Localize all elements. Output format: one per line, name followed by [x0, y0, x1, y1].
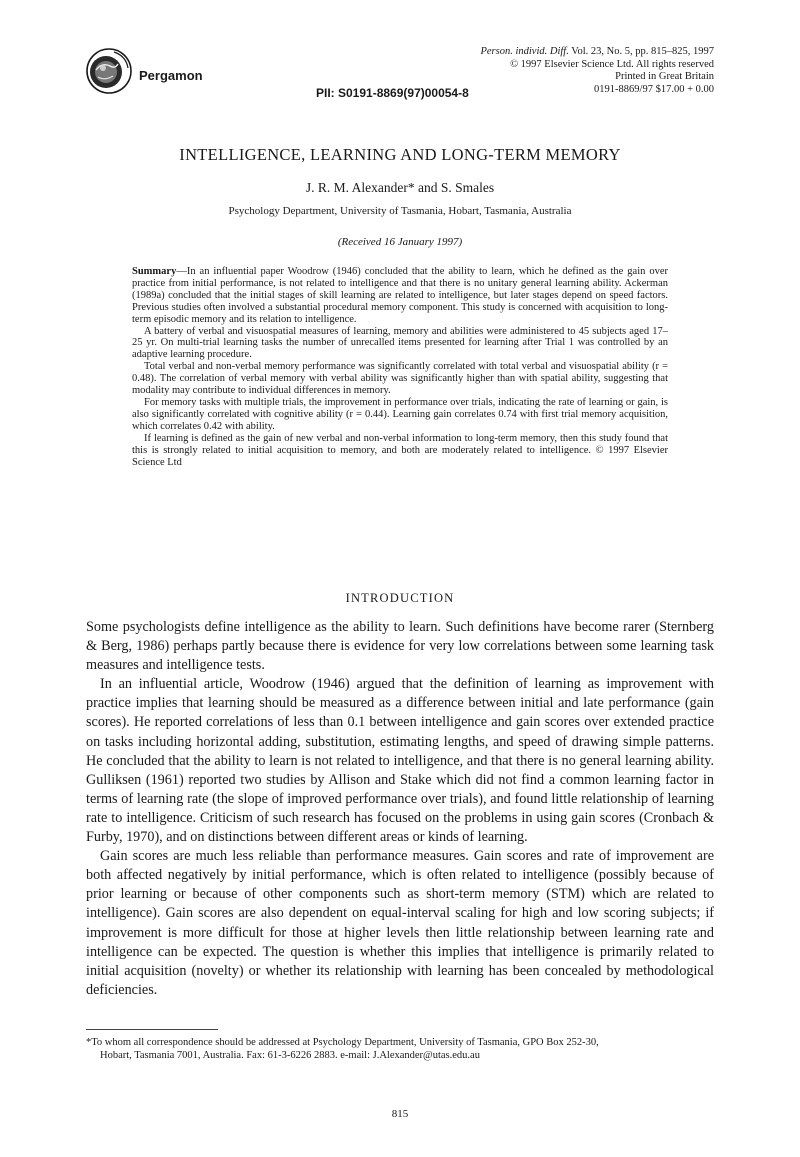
authors: J. R. M. Alexander* and S. Smales — [305, 180, 495, 195]
footnote — [86, 1036, 714, 1062]
footnote-divider — [86, 1029, 218, 1030]
publisher-name: Pergamon — [139, 68, 203, 83]
abstract-paragraph: Total verbal and non-verbal memory performance was significantly correlated with total verbal and visuospatial ability (r = 0.48). The correlation of verbal memory with verbal ability was significantly higher than with spatial ability, suggesting that modality may contribute to individual differences in memory. — [132, 361, 668, 397]
abstract — [132, 266, 668, 468]
affiliation: Psychology Department, University of Tasmania, Hobart, Tasmania, Australia — [228, 205, 572, 217]
journal-citation — [480, 46, 714, 59]
received-date: (Received 16 January 1997) — [337, 236, 463, 248]
footnote-line: *To whom all correspondence should be addressed at Psychology Department, University of Tasmania, GPO Box 252-30, — [86, 1037, 599, 1048]
issn-price: 0191-8869/97 $17.00 + 0.00 — [594, 83, 714, 95]
body-paragraph: In an influential article, Woodrow (1946) argued that the definition of learning as improvement with practice implies that learning should be measured as a difference between initial and late performance (gain scores). He reported correlations of less than 0.1 between intelligence and gain scores over extended practice on tasks including horizontal adding, substitution, estimating lengths, and speed of drawing simple patterns. He concluded that the ability to learn is not related to intelligence, and that there is no general learning ability. Gulliksen (1961) reported two studies by Allison and Stake which did not find a common learning factor in terms of learning rate (the slope of improved performance over trials), and found little relationship of learning rate to intelligence. Criticism of such research has focused on the problems in using gain scores (Cronbach & Furby, 1970), and on distinctions between different areas or kinds of learning. — [86, 676, 714, 846]
journal-info — [480, 46, 714, 96]
abstract-label: Summary — [132, 266, 177, 277]
footnote-line: Hobart, Tasmania 7001, Australia. Fax: 61-3-6226 2883. e-mail: J.Alexander@utas.edu.au — [100, 1050, 480, 1061]
article-title: INTELLIGENCE, LEARNING AND LONG-TERM MEMORY — [179, 145, 621, 164]
page-number: 815 — [391, 1108, 409, 1120]
body-paragraph: Gain scores are much less reliable than performance measures. Gain scores and rate of improvement are both affected negatively by initial performance, which is often related to intelligence (possibly because of prior learning or because of other components such as short-term memory (STM) which are related to intelligence). Gain scores are also dependent on equal-interval scaling for high and low scoring subjects; if improvement is more difficult for those at higher levels then little relationship between learning rate and intelligence can be expected. The question is whether this implies that intelligence is primarily related to initial acquisition (novelty) or whether its relationship with learning has been concealed by methodological deficiencies. — [86, 848, 714, 998]
section-heading: INTRODUCTION — [345, 591, 455, 605]
journal-name: Person. individ. Diff. — [480, 46, 569, 57]
body-paragraph: Some psychologists define intelligence as the ability to learn. Such definitions have become rarer (Sternberg & Berg, 1986) perhaps partly because there is evidence for very low correlations between some learning task measures and intelligence tests. — [86, 619, 714, 674]
pergamon-globe-logo-icon — [84, 46, 134, 96]
printed-line: Printed in Great Britain — [615, 71, 714, 82]
abstract-paragraph: If learning is defined as the gain of new verbal and non-verbal information to long-term memory, then this study found that this is strongly related to initial acquisition to memory, and both are moderately related to intelligence. © 1997 Elsevier Science Ltd — [132, 432, 668, 468]
abstract-paragraph: A battery of verbal and visuospatial measures of learning, memory and abilities were administered to 45 subjects aged 17–25 yr. On multi-trial learning tasks the number of unrecalled items presented for learning after Trial 1 was controlled by an adaptive learning procedure. — [132, 325, 668, 361]
journal-volume: Vol. 23, No. 5, pp. 815–825, 1997 — [571, 46, 714, 57]
abstract-paragraph: For memory tasks with multiple trials, the improvement in performance over trials, indicating the rate of learning or gain, is also significantly correlated with cognitive ability (r = 0.44). Learning gain correlates 0.74 with first trial memory acquisition, which correlates 0.42 with ability. — [132, 396, 668, 432]
abstract-paragraph: Summary—In an influential paper Woodrow (1946) concluded that the ability to learn, which he defined as the gain over practice from initial performance, is not related to intelligence and that there is no unitary general learning ability. Ackerman (1989a) concluded that the initial stages of skill learning are related to intelligence, but later stages depend on speed factors. Previous studies often involved a substantial procedural memory component. This study is concerned with acquisition to long-term episodic memory and its relation to intelligence. — [132, 266, 668, 325]
copyright-line: © 1997 Elsevier Science Ltd. All rights reserved — [510, 58, 714, 70]
body-text — [86, 618, 714, 1000]
pii-code: PII: S0191-8869(97)00054-8 — [316, 86, 469, 100]
